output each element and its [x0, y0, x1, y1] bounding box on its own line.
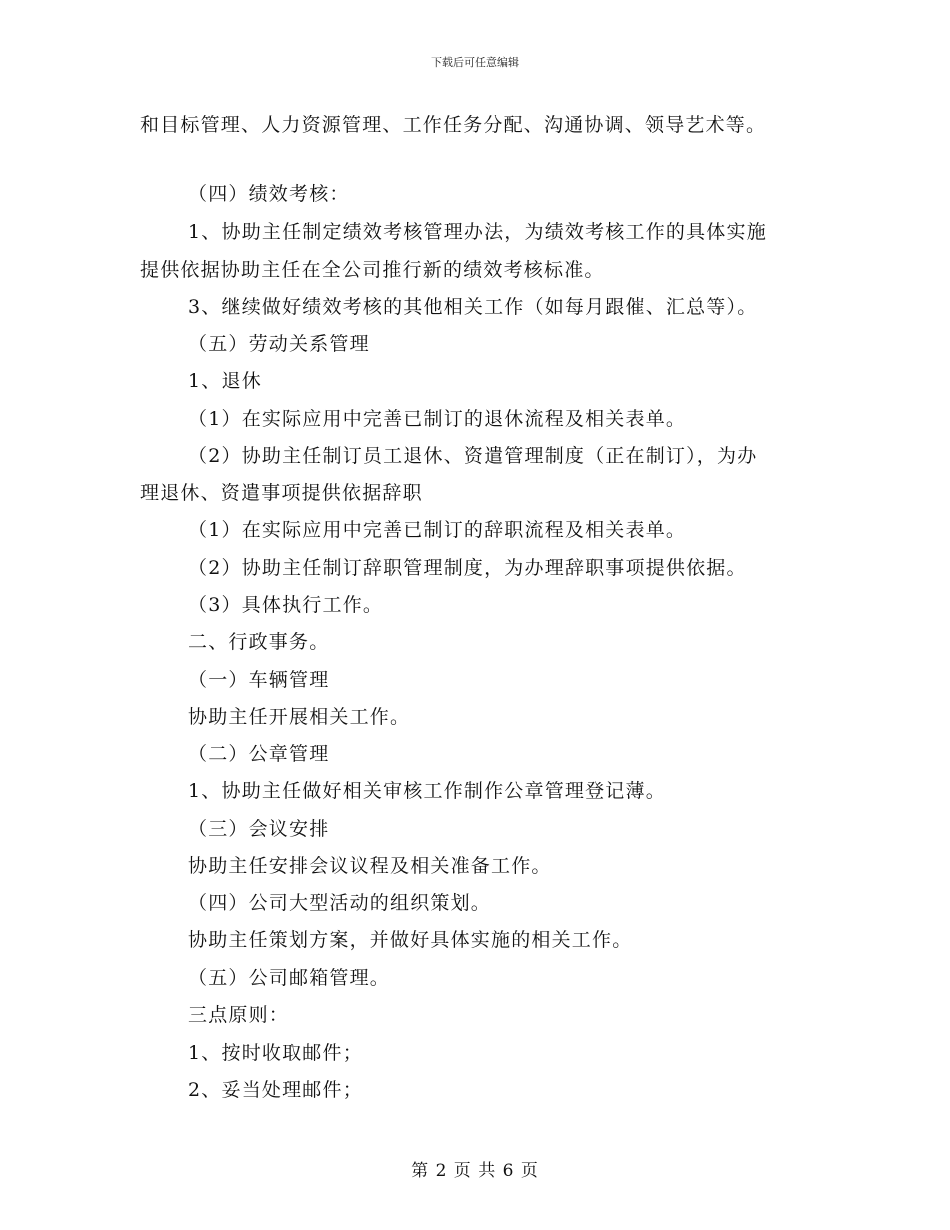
- section-heading: （一）车辆管理: [188, 669, 330, 691]
- paragraph-line: 协助主任安排会议议程及相关准备工作。: [188, 855, 552, 877]
- paragraph-line: 2、妥当处理邮件；: [188, 1079, 363, 1101]
- paragraph-line: 协助主任策划方案，并做好具体实施的相关工作。: [188, 929, 633, 951]
- section-heading: 二、行政事务。: [188, 631, 330, 653]
- section-heading: （三）会议安排: [188, 818, 330, 840]
- paragraph-line: （1）在实际应用中完善已制订的退休流程及相关表单。: [188, 408, 687, 430]
- page-number-footer: 第 2 页 共 6 页: [411, 1161, 539, 1181]
- paragraph-line: （2）协助主任制订员工退休、资遣管理制度（正在制订），为办: [188, 445, 758, 467]
- section-heading: （四）绩效考核：: [188, 183, 350, 205]
- section-heading: （五）公司邮箱管理。: [188, 967, 391, 989]
- paragraph-line: 1、按时收取邮件；: [188, 1042, 363, 1064]
- paragraph-line: （3）具体执行工作。: [188, 594, 384, 616]
- subsection-heading: 1、退休: [188, 370, 262, 392]
- section-heading: （二）公章管理: [188, 743, 330, 765]
- paragraph-line: 1、协助主任做好相关审核工作制作公章管理登记薄。: [188, 780, 666, 802]
- paragraph-line: 理退休、资遣事项提供依据辞职: [140, 482, 423, 504]
- paragraph-line: 三点原则：: [188, 1004, 290, 1026]
- paragraph-line: （1）在实际应用中完善已制订的辞职流程及相关表单。: [188, 519, 687, 541]
- paragraph-line: 提供依据协助主任在全公司推行新的绩效考核标准。: [140, 259, 605, 281]
- section-heading: （五）劳动关系管理: [188, 333, 370, 355]
- paragraph-line: （2）协助主任制订辞职管理制度，为办理辞职事项提供依据。: [188, 557, 747, 579]
- paragraph-line: 3、继续做好绩效考核的其他相关工作（如每月跟催、汇总等）。: [188, 296, 758, 318]
- paragraph-line: 和目标管理、人力资源管理、工作任务分配、沟通协调、领导艺术等。: [140, 114, 767, 136]
- paragraph-line: 协助主任开展相关工作。: [188, 706, 411, 728]
- section-heading: （四）公司大型活动的组织策划。: [188, 892, 492, 914]
- paragraph-line: 1、协助主任制定绩效考核管理办法，为绩效考核工作的具体实施: [188, 221, 767, 243]
- page-header: 下载后可任意编辑: [431, 56, 519, 69]
